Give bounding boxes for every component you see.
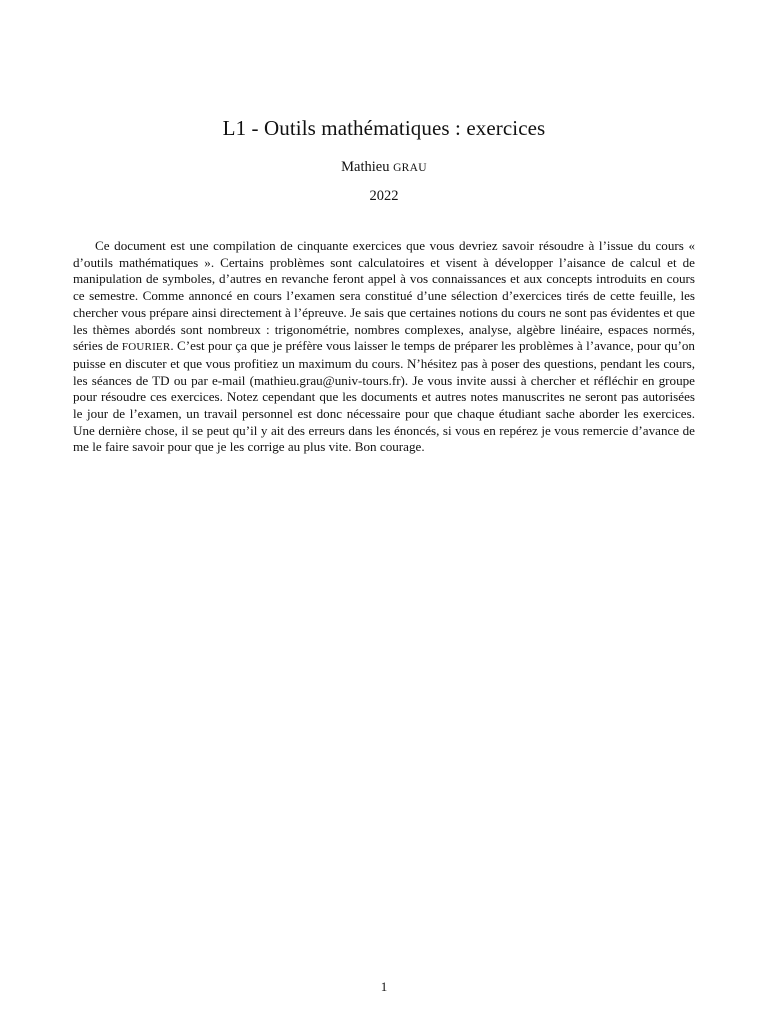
document-year: 2022 (369, 188, 399, 204)
abstract-text-part2: . C’est pour ça que je préfère vous laisser le temps de préparer les problèmes à l’avance, pour qu’on puisse en discuter et que vous profitiez un maximum du cours. N’hésitez pas à poser des questions, pendant les cours, les séances de TD ou par e-mail (mathieu.grau@univ-tours.fr). Je vous invite aussi à chercher et réfléchir en groupe pour résoudre ces exercices. Notez cependant que les documents et autres notes manuscrites ne seront pas autorisées le jour de l’examen, un travail personnel est donc nécessaire pour que chaque étudiant sache aborder les exercices. Une dernière chose, il se peut qu’il y ait des erreurs dans les énoncés, si vous en repérez je vous remercie d’avance de me le faire savoir pour que je les corrige au plus vite. Bon courage. (73, 338, 695, 455)
author-first-name: Mathieu (341, 159, 390, 175)
abstract-text-part1: Ce document est une compilation de cinquante exercices que vous devriez savoir résoudre à l’issue du cours « d’outils mathématiques ». Certains problèmes sont calculatoires et visent à développer l’aisance de calcul et de manipulation de symboles, d’autres en revanche feront appel à vos connaissances et aux concepts introduits en cours ce semestre. Comme annoncé en cours l’examen sera constitué d’une sélection d’exercices tirés de cette feuille, les chercher vous prépare ainsi directement à l’épreuve. Je sais que certaines notions du cours ne sont pas évidentes et que les thèmes abordés sont nombreux : trigonométrie, nombres complexes, analyse, algèbre linéaire, espaces normés, séries de (73, 238, 695, 354)
abstract-name-fourier: FOURIER (121, 341, 171, 354)
document-title: L1 - Outils mathématiques : exercices (222, 116, 546, 140)
abstract-paragraph (73, 238, 695, 456)
author-last-name: GRAU (393, 162, 427, 174)
page-number: 1 (380, 979, 388, 994)
document-author (0, 157, 768, 178)
